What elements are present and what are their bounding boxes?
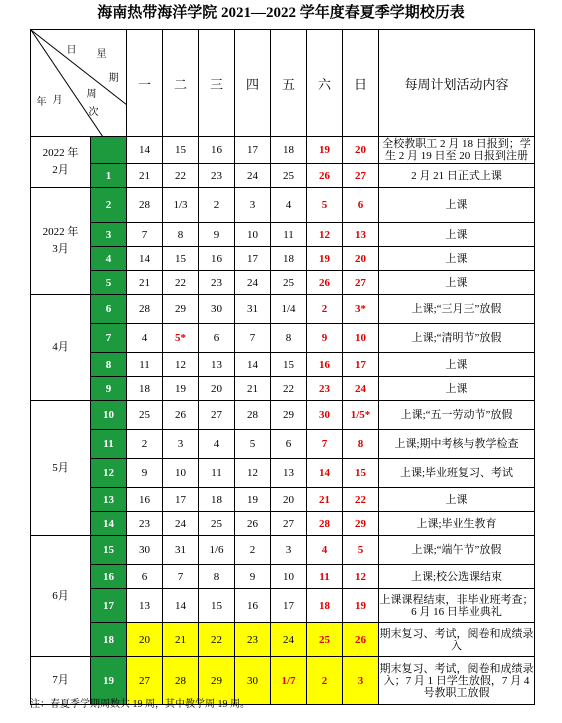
corner-label-yue: 月 [52, 94, 63, 106]
week-number-cell: 18 [91, 623, 127, 657]
date-cell: 15 [163, 137, 199, 164]
week-row [31, 164, 535, 188]
date-cell: 22 [271, 377, 307, 401]
date-cell: 2 [199, 188, 235, 223]
date-cell: 15 [271, 353, 307, 377]
plan-cell: 2 月 21 日正式上课 [379, 164, 535, 188]
date-cell: 30 [127, 536, 163, 565]
day-header: 五 [271, 30, 307, 137]
week-row [31, 589, 535, 623]
date-cell: 1/6 [199, 536, 235, 565]
date-cell: 7 [127, 223, 163, 247]
date-cell: 20 [199, 377, 235, 401]
week-number-cell: 15 [91, 536, 127, 565]
date-cell: 5 [307, 188, 343, 223]
date-cell: 15 [163, 247, 199, 271]
week-row [31, 488, 535, 512]
date-cell: 14 [163, 589, 199, 623]
date-cell: 6 [271, 430, 307, 459]
week-number-cell [91, 137, 127, 164]
plan-cell: 全校教职工 2 月 18 日报到；学生 2 月 19 日至 20 日报到注册 [379, 137, 535, 164]
plan-cell: 上课;“三月三”放假 [379, 295, 535, 324]
date-cell: 27 [199, 401, 235, 430]
week-row [31, 295, 535, 324]
date-cell: 24 [235, 164, 271, 188]
date-cell: 24 [343, 377, 379, 401]
week-row [31, 223, 535, 247]
week-number-cell: 5 [91, 271, 127, 295]
date-cell: 25 [127, 401, 163, 430]
date-cell: 18 [271, 137, 307, 164]
calendar-table [30, 29, 535, 705]
date-cell: 27 [127, 657, 163, 705]
date-cell: 9 [307, 324, 343, 353]
date-cell: 12 [235, 459, 271, 488]
plan-cell: 上课;毕业班复习、考试 [379, 459, 535, 488]
week-row [31, 430, 535, 459]
date-cell: 31 [163, 536, 199, 565]
date-cell: 19 [235, 488, 271, 512]
week-row [31, 459, 535, 488]
date-cell: 26 [235, 512, 271, 536]
date-cell: 28 [235, 401, 271, 430]
date-cell: 29 [199, 657, 235, 705]
date-cell: 15 [199, 589, 235, 623]
date-cell: 24 [271, 623, 307, 657]
week-number-cell: 19 [91, 657, 127, 705]
week-row [31, 565, 535, 589]
date-cell: 16 [127, 488, 163, 512]
date-cell: 9 [199, 223, 235, 247]
date-cell: 27 [271, 512, 307, 536]
date-cell: 30 [307, 401, 343, 430]
date-cell: 28 [307, 512, 343, 536]
date-cell: 10 [343, 324, 379, 353]
date-cell: 19 [307, 137, 343, 164]
week-number-cell: 8 [91, 353, 127, 377]
date-cell: 17 [163, 488, 199, 512]
date-cell: 4 [127, 324, 163, 353]
date-cell: 11 [199, 459, 235, 488]
plan-cell: 上课课程结束，非毕业班考查；6 月 16 日毕业典礼 [379, 589, 535, 623]
date-cell: 21 [235, 377, 271, 401]
date-cell: 23 [307, 377, 343, 401]
plan-cell: 上课 [379, 377, 535, 401]
day-header: 四 [235, 30, 271, 137]
date-cell: 26 [343, 623, 379, 657]
date-cell: 2 [127, 430, 163, 459]
date-cell: 19 [307, 247, 343, 271]
date-cell: 28 [127, 295, 163, 324]
week-number-cell: 9 [91, 377, 127, 401]
week-number-cell: 2 [91, 188, 127, 223]
date-cell: 5* [163, 324, 199, 353]
date-cell: 2 [307, 295, 343, 324]
date-cell: 1/7 [271, 657, 307, 705]
date-cell: 1/4 [271, 295, 307, 324]
plan-cell: 上课;“端午节”放假 [379, 536, 535, 565]
corner-header [31, 30, 127, 137]
date-cell: 22 [343, 488, 379, 512]
date-cell: 16 [307, 353, 343, 377]
week-number-cell: 3 [91, 223, 127, 247]
footnote: 注：春夏季学期周数共 19 周，其中教学周 19 周。 [30, 699, 250, 710]
month-cell: 5月 [31, 401, 91, 536]
date-cell: 26 [307, 271, 343, 295]
date-cell: 14 [127, 247, 163, 271]
date-cell: 22 [163, 271, 199, 295]
date-cell: 14 [235, 353, 271, 377]
date-cell: 4 [199, 430, 235, 459]
corner-label-nian: 年 [36, 96, 47, 108]
date-cell: 18 [271, 247, 307, 271]
date-cell: 23 [199, 164, 235, 188]
date-cell: 20 [127, 623, 163, 657]
date-cell: 7 [307, 430, 343, 459]
page-title: 海南热带海洋学院 2021—2022 学年度春夏季学期校历表 [97, 5, 465, 21]
date-cell: 17 [235, 137, 271, 164]
week-number-cell: 6 [91, 295, 127, 324]
corner-label-ci: 次 [88, 106, 99, 118]
week-row [31, 353, 535, 377]
date-cell: 13 [127, 589, 163, 623]
week-row [31, 271, 535, 295]
month-cell: 7月 [31, 657, 91, 705]
date-cell: 16 [199, 137, 235, 164]
date-cell: 12 [163, 353, 199, 377]
date-cell: 18 [199, 488, 235, 512]
date-cell: 31 [235, 295, 271, 324]
date-cell: 23 [199, 271, 235, 295]
date-cell: 29 [271, 401, 307, 430]
date-cell: 28 [127, 188, 163, 223]
date-cell: 28 [163, 657, 199, 705]
date-cell: 22 [163, 164, 199, 188]
week-row [31, 324, 535, 353]
date-cell: 20 [343, 137, 379, 164]
date-cell: 23 [235, 623, 271, 657]
plan-cell: 上课 [379, 247, 535, 271]
plan-cell: 上课 [379, 223, 535, 247]
date-cell: 25 [271, 271, 307, 295]
date-cell: 13 [343, 223, 379, 247]
date-cell: 12 [307, 223, 343, 247]
week-row [31, 377, 535, 401]
month-cell: 2022 年 2月 [31, 137, 91, 188]
date-cell: 30 [235, 657, 271, 705]
date-cell: 9 [127, 459, 163, 488]
date-cell: 21 [127, 164, 163, 188]
plan-cell: 上课 [379, 188, 535, 223]
date-cell: 3 [235, 188, 271, 223]
date-cell: 8 [271, 324, 307, 353]
date-cell: 2 [307, 657, 343, 705]
plan-cell: 上课;“清明节”放假 [379, 324, 535, 353]
date-cell: 13 [199, 353, 235, 377]
date-cell: 14 [307, 459, 343, 488]
date-cell: 20 [271, 488, 307, 512]
plan-cell: 期末复习、考试，阅卷和成绩录入；7 月 1 日学生放假，7 月 4 号教职工放假 [379, 657, 535, 705]
date-cell: 27 [343, 271, 379, 295]
date-cell: 11 [307, 565, 343, 589]
date-cell: 27 [343, 164, 379, 188]
day-header: 日 [343, 30, 379, 137]
date-cell: 29 [163, 295, 199, 324]
date-cell: 4 [307, 536, 343, 565]
week-row [31, 536, 535, 565]
date-cell: 1/5* [343, 401, 379, 430]
corner-label-ri: 日 [66, 44, 77, 56]
date-cell: 24 [235, 271, 271, 295]
date-cell: 25 [271, 164, 307, 188]
date-cell: 29 [343, 512, 379, 536]
date-cell: 8 [163, 223, 199, 247]
date-cell: 23 [127, 512, 163, 536]
date-cell: 6 [343, 188, 379, 223]
date-cell: 11 [271, 223, 307, 247]
date-cell: 5 [343, 536, 379, 565]
week-number-cell: 1 [91, 164, 127, 188]
date-cell: 17 [271, 589, 307, 623]
date-cell: 19 [163, 377, 199, 401]
date-cell: 15 [343, 459, 379, 488]
date-cell: 11 [127, 353, 163, 377]
month-cell: 4月 [31, 295, 91, 401]
week-row [31, 623, 535, 657]
week-row [31, 512, 535, 536]
plan-cell: 上课;期中考核与教学检查 [379, 430, 535, 459]
date-cell: 17 [343, 353, 379, 377]
plan-cell: 上课 [379, 353, 535, 377]
date-cell: 20 [343, 247, 379, 271]
date-cell: 1/3 [163, 188, 199, 223]
month-cell: 6月 [31, 536, 91, 657]
header-row [31, 30, 535, 137]
week-number-cell: 14 [91, 512, 127, 536]
week-number-cell: 16 [91, 565, 127, 589]
week-number-cell: 17 [91, 589, 127, 623]
corner-label-qi: 期 [108, 72, 119, 84]
week-number-cell: 7 [91, 324, 127, 353]
plan-cell: 上课;校公选课结束 [379, 565, 535, 589]
month-cell: 2022 年 3月 [31, 188, 91, 295]
week-number-cell: 10 [91, 401, 127, 430]
day-header: 三 [199, 30, 235, 137]
week-number-cell: 11 [91, 430, 127, 459]
date-cell: 9 [235, 565, 271, 589]
date-cell: 6 [199, 324, 235, 353]
date-cell: 6 [127, 565, 163, 589]
week-number-cell: 13 [91, 488, 127, 512]
date-cell: 10 [271, 565, 307, 589]
plan-cell: 期末复习、考试，阅卷和成绩录入 [379, 623, 535, 657]
date-cell: 18 [127, 377, 163, 401]
date-cell: 10 [235, 223, 271, 247]
date-cell: 7 [163, 565, 199, 589]
date-cell: 12 [343, 565, 379, 589]
week-number-cell: 4 [91, 247, 127, 271]
date-cell: 26 [163, 401, 199, 430]
date-cell: 21 [163, 623, 199, 657]
date-cell: 22 [199, 623, 235, 657]
week-row [31, 137, 535, 164]
date-cell: 8 [199, 565, 235, 589]
date-cell: 17 [235, 247, 271, 271]
date-cell: 19 [343, 589, 379, 623]
corner-label-zhou: 周 [86, 88, 97, 100]
plan-cell: 上课;毕业生教育 [379, 512, 535, 536]
week-row [31, 188, 535, 223]
date-cell: 25 [199, 512, 235, 536]
date-cell: 2 [235, 536, 271, 565]
plan-cell: 上课;“五一劳动节”放假 [379, 401, 535, 430]
date-cell: 16 [199, 247, 235, 271]
plan-header: 每周计划活动内容 [379, 30, 535, 137]
date-cell: 5 [235, 430, 271, 459]
week-row [31, 401, 535, 430]
date-cell: 26 [307, 164, 343, 188]
plan-cell: 上课 [379, 488, 535, 512]
date-cell: 16 [235, 589, 271, 623]
date-cell: 4 [271, 188, 307, 223]
date-cell: 3* [343, 295, 379, 324]
date-cell: 21 [127, 271, 163, 295]
corner-label-xing: 星 [96, 48, 107, 60]
date-cell: 14 [127, 137, 163, 164]
date-cell: 18 [307, 589, 343, 623]
date-cell: 10 [163, 459, 199, 488]
plan-cell: 上课 [379, 271, 535, 295]
day-header: 一 [127, 30, 163, 137]
date-cell: 30 [199, 295, 235, 324]
date-cell: 3 [163, 430, 199, 459]
day-header: 六 [307, 30, 343, 137]
day-header: 二 [163, 30, 199, 137]
date-cell: 13 [271, 459, 307, 488]
date-cell: 25 [307, 623, 343, 657]
week-row [31, 247, 535, 271]
date-cell: 21 [307, 488, 343, 512]
date-cell: 7 [235, 324, 271, 353]
date-cell: 3 [271, 536, 307, 565]
week-number-cell: 12 [91, 459, 127, 488]
date-cell: 24 [163, 512, 199, 536]
date-cell: 3 [343, 657, 379, 705]
date-cell: 8 [343, 430, 379, 459]
